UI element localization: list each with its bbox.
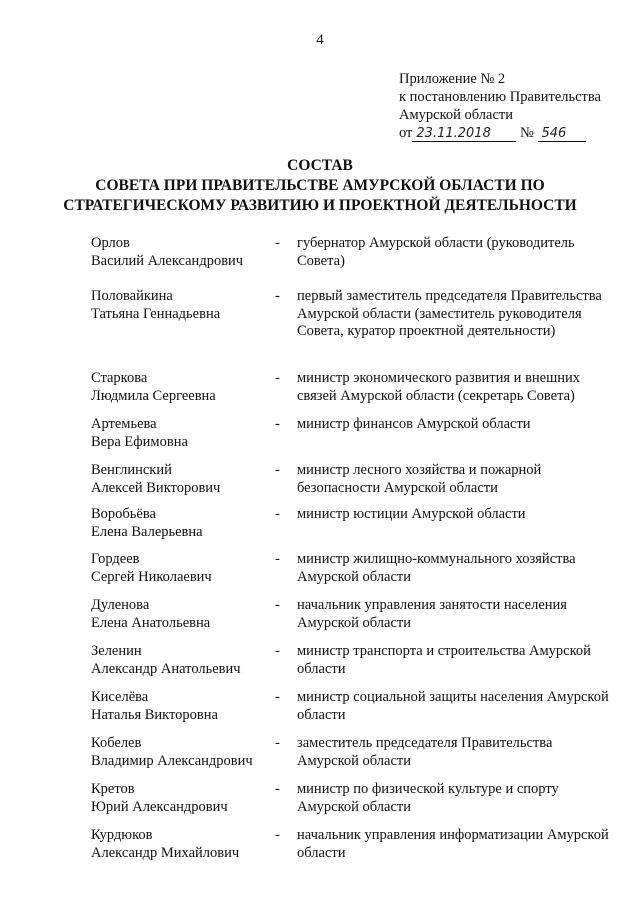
member-name xyxy=(91,506,273,551)
appendix-date-number-line xyxy=(399,124,601,142)
member-given-name: Василий Александрович xyxy=(91,252,244,269)
member-row xyxy=(91,643,611,689)
member-dash: - xyxy=(275,416,280,432)
member-row xyxy=(91,235,611,288)
member-row xyxy=(91,735,611,781)
member-dash: - xyxy=(275,506,280,522)
member-dash: - xyxy=(275,735,280,751)
member-surname: Гордеев xyxy=(91,551,140,567)
member-given-name: Юрий Александрович xyxy=(91,798,228,815)
member-given-name: Татьяна Геннадьевна xyxy=(91,305,221,322)
member-surname: Кретов xyxy=(91,781,135,797)
member-dash: - xyxy=(275,643,280,659)
member-role: министр юстиции Амурской области xyxy=(297,506,526,522)
member-name xyxy=(91,288,273,370)
member-role: министр финансов Амурской области xyxy=(297,416,531,432)
member-role: начальник управления информатизации Амурской области xyxy=(297,827,609,861)
member-row xyxy=(91,506,611,551)
member-given-name: Елена Анатольевна xyxy=(91,614,211,631)
member-surname: Артемьева xyxy=(91,416,157,432)
member-name xyxy=(91,370,273,416)
member-given-name: Наталья Викторовна xyxy=(91,706,218,723)
member-given-name: Владимир Александрович xyxy=(91,752,253,769)
member-name xyxy=(91,551,273,597)
member-role: заместитель председателя Правительства Амурской области xyxy=(297,735,553,769)
title-line-3: СТРАТЕГИЧЕСКОМУ РАЗВИТИЮ И ПРОЕКТНОЙ ДЕЯТЕЛЬНОСТИ xyxy=(63,197,577,214)
member-dash: - xyxy=(275,462,280,478)
member-row xyxy=(91,370,611,416)
page-number: 4 xyxy=(316,32,324,48)
member-role: министр транспорта и строительства Амурской области xyxy=(297,643,591,677)
member-row xyxy=(91,551,611,597)
member-role: министр по физической культуре и спорту Амурской области xyxy=(297,781,559,815)
handwritten-number: 546 xyxy=(538,127,586,142)
member-row xyxy=(91,827,611,873)
member-role: начальник управления занятости населения Амурской области xyxy=(297,597,567,631)
appendix-line-2: к постановлению Правительства xyxy=(399,89,601,105)
member-dash: - xyxy=(275,781,280,797)
member-given-name: Александр Михайлович xyxy=(91,844,240,861)
member-name xyxy=(91,235,273,288)
member-row xyxy=(91,597,611,643)
member-given-name: Людмила Сергеевна xyxy=(91,387,216,404)
member-surname: Кобелев xyxy=(91,735,142,751)
member-dash: - xyxy=(275,827,280,843)
member-surname: Венглинский xyxy=(91,462,172,478)
member-role: губернатор Амурской области (руководитель Совета) xyxy=(297,235,575,269)
member-surname: Киселёва xyxy=(91,689,149,705)
member-surname: Зеленин xyxy=(91,643,142,659)
member-dash: - xyxy=(275,597,280,613)
title-line-1: СОСТАВ xyxy=(287,157,353,174)
member-name xyxy=(91,781,273,827)
member-name xyxy=(91,735,273,781)
member-dash: - xyxy=(275,235,280,251)
from-label: от xyxy=(399,125,413,141)
member-row xyxy=(91,462,611,506)
member-name xyxy=(91,689,273,735)
member-given-name: Александр Анатольевич xyxy=(91,660,241,677)
handwritten-date: 23.11.2018 xyxy=(412,127,516,142)
appendix-header xyxy=(399,70,601,142)
member-row xyxy=(91,416,611,462)
member-name xyxy=(91,597,273,643)
member-surname: Воробьёва xyxy=(91,506,156,522)
member-given-name: Елена Валерьевна xyxy=(91,523,203,540)
title-line-2: СОВЕТА ПРИ ПРАВИТЕЛЬСТВЕ АМУРСКОЙ ОБЛАСТИ ПО xyxy=(95,177,545,194)
member-surname: Старкова xyxy=(91,370,148,386)
member-dash: - xyxy=(275,288,280,304)
member-surname: Курдюков xyxy=(91,827,153,843)
member-dash: - xyxy=(275,551,280,567)
member-surname: Половайкина xyxy=(91,288,173,304)
member-row xyxy=(91,288,611,370)
member-role: министр социальной защиты населения Амурской области xyxy=(297,689,609,723)
member-role: министр экономического развития и внешних связей Амурской области (секретарь Совета) xyxy=(297,370,581,404)
member-given-name: Вера Ефимовна xyxy=(91,433,188,450)
members-list xyxy=(91,235,611,873)
document-title xyxy=(0,156,640,216)
appendix-line-1: Приложение № 2 xyxy=(399,71,506,87)
member-name xyxy=(91,643,273,689)
member-row xyxy=(91,689,611,735)
member-role: первый заместитель председателя Правительства Амурской области (заместитель руководителя Совета, куратор проектной деятельности) xyxy=(297,288,602,339)
member-dash: - xyxy=(275,689,280,705)
number-label: № xyxy=(520,125,534,141)
member-dash: - xyxy=(275,370,280,386)
member-name xyxy=(91,827,273,873)
member-surname: Дуленова xyxy=(91,597,150,613)
member-given-name: Алексей Викторович xyxy=(91,479,221,496)
member-name xyxy=(91,462,273,506)
member-role: министр лесного хозяйства и пожарной безопасности Амурской области xyxy=(297,462,542,496)
member-given-name: Сергей Николаевич xyxy=(91,568,212,585)
member-row xyxy=(91,781,611,827)
member-surname: Орлов xyxy=(91,235,130,251)
member-role: министр жилищно-коммунального хозяйства Амурской области xyxy=(297,551,576,585)
member-name xyxy=(91,416,273,462)
appendix-line-3: Амурской области xyxy=(399,107,513,123)
